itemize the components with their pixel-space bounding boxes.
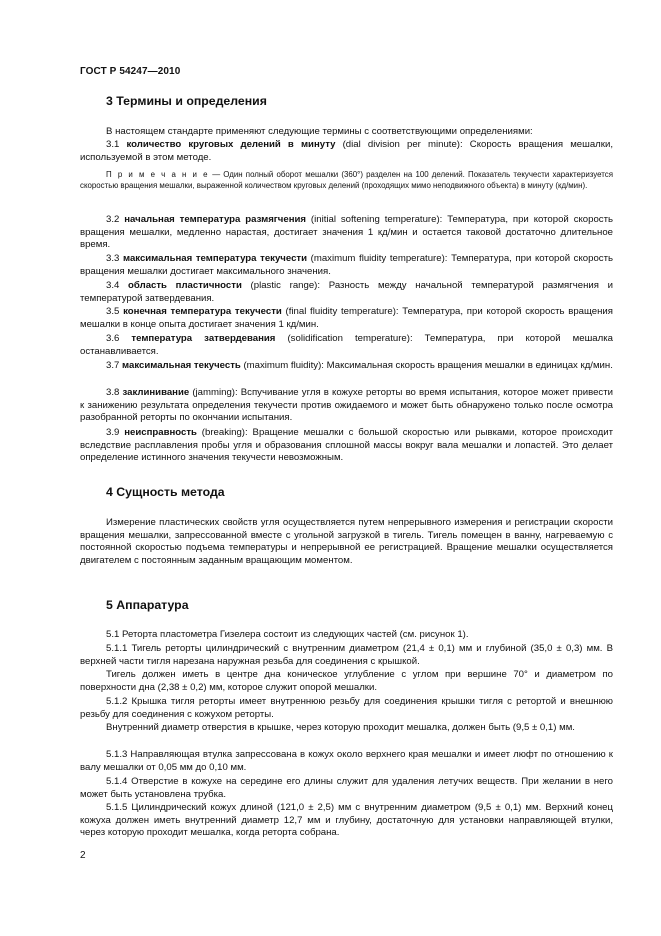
term-number: 3.6 (106, 333, 132, 344)
term-number: 3.5 (106, 306, 124, 317)
paragraph: 5.1.4 Отверстие в кожухе на середине его длины служит для удаления летучих веществ. При желании в него может быть установлена трубка. (80, 776, 613, 800)
term-name: неисправность (124, 427, 197, 438)
term-definition: (final fluidity temperature): Температура, при которой скорость вращения мешалки в конце опыта достигает значения 1 кд/мин. (80, 306, 613, 330)
term-3-8 (80, 387, 613, 425)
paragraph: 5.1.1 Тигель реторты цилиндрический с внутренним диаметром (21,4 ± 0,1) мм и глубиной (35,0 ± 0,3) мм. В верхней части тигля нарезана наружная резьба для соединения с крышкой. (80, 643, 613, 667)
term-name: начальная температура размягчения (124, 214, 306, 225)
term-3-4 (80, 280, 613, 305)
term-name: область пластичности (128, 280, 242, 291)
term-definition: (maximum fluidity temperature): Температура, при которой скорость вращения мешалки достигает максимального значения. (80, 253, 613, 277)
term-3-6 (80, 333, 613, 358)
term-number: 3.7 (106, 360, 123, 371)
term-name: температура затвердевания (131, 333, 276, 344)
section-3-title: 3 Термины и определения (106, 94, 267, 108)
term-definition: (jamming): Вспучивание угля в кожухе реторты во время испытания, которое может привести к занижению результата определения текучести против ожидаемого и может быть обнаружено только после осмотра разобранной реторты по окончании испытания. (80, 387, 613, 424)
section-4-title: 4 Сущность метода (106, 485, 225, 499)
term-definition: (maximum fluidity): Максимальная скорость вращения мешалки в единицах кд/мин. (240, 360, 613, 371)
paragraph: Внутренний диаметр отверстия в крышке, через которую проходит мешалка, должен быть (9,5 ± 0,1) мм. (106, 722, 575, 733)
term-number: 3.1 (106, 139, 127, 150)
term-definition: (plastic range): Разность между начальной температурой размягчения и температурой затвердевания. (80, 280, 613, 304)
term-3-7 (80, 360, 613, 373)
term-number: 3.2 (106, 214, 125, 225)
term-name: максимальная температура текучести (122, 253, 308, 264)
term-name: количество круговых делений в минуту (126, 139, 336, 150)
paragraph: 5.1.5 Цилиндрический кожух длиной (121,0 ± 2,5) мм с внутренним диаметром (9,5 ± 0,1) мм. Верхний конец кожуха должен иметь внутренний диаметр 12,7 мм и глубину, достаточную для установки направляющей втулки, через которую проходит мешалка, когда реторта собрана. (80, 802, 613, 839)
term-number: 3.3 (106, 253, 123, 264)
term-definition: (breaking): Вращение мешалки с большой скоростью или рывками, которое происходит вследствие расплавления пробы угля и образования сплошной массы вокруг вала мешалки и лопастей. Это делает определение истинного значения текучести невозможным. (80, 427, 613, 464)
term-number: 3.8 (106, 387, 123, 398)
paragraph: Измерение пластических свойств угля осуществляется путем непрерывного измерения и регистрации скорости вращения мешалки, запрессованной вместе с угольной загрузкой в тигель. Тигель помещен в ванну, нагреваемую с постоянной скоростью подъема температуры и непрерывной ее регистрацией. Вращение мешалки осуществляется двигателем с постоянным заданным вращающим моментом. (80, 517, 613, 566)
paragraph: 5.1.2 Крышка тигля реторты имеет внутреннюю резьбу для соединения крышки тигля с ретортой и внешнюю резьбу для соединения с кожухом реторты. (80, 696, 613, 720)
term-definition: (solidification temperature): Температура, при которой мешалка останавливается. (80, 333, 613, 357)
page-number: 2 (80, 850, 86, 861)
term-name: максимальная текучесть (122, 360, 241, 371)
term-3-2 (80, 214, 613, 252)
term-3-5 (80, 306, 613, 331)
document-code: ГОСТ Р 54247—2010 (80, 66, 181, 77)
paragraph: В настоящем стандарте применяют следующие термины с соответствующими определениями: (106, 126, 533, 137)
term-name: заклинивание (122, 387, 190, 398)
note-text: — Один полный оборот мешалки (360°) разделен на 100 делений. Показатель текучести характеризуется скоростью вращения мешалки, выраженной количеством круговых делений (проходящих мимо неподвижного объекта) в минуту (кд/мин). (80, 170, 613, 191)
term-number: 3.4 (106, 280, 129, 291)
note-label: П р и м е ч а н и е (106, 170, 210, 179)
paragraph: 5.1 Реторта пластометра Гизелера состоит из следующих частей (см. рисунок 1). (106, 629, 469, 640)
note (80, 169, 613, 191)
term-3-1 (80, 139, 613, 164)
section-5-title: 5 Аппаратура (106, 598, 189, 612)
term-name: конечная температура текучести (123, 306, 282, 317)
term-3-9 (80, 427, 613, 465)
term-3-3 (80, 253, 613, 278)
paragraph: Тигель должен иметь в центре дна коническое углубление с углом при вершине 70° и диаметром по поверхности дна (2,38 ± 0,2) мм, которое служит опорой мешалки. (80, 669, 613, 693)
term-number: 3.9 (106, 427, 125, 438)
term-definition: (dial division per minute): Скорость вращения мешалки, используемой в этом методе. (80, 139, 613, 163)
term-definition: (initial softening temperature): Температура, при которой скорость вращения мешалки, медленно нарастая, достигает значения 1 кд/мин и остается таковой достаточно длительное время. (80, 214, 613, 251)
paragraph: 5.1.3 Направляющая втулка запрессована в кожух около верхнего края мешалки и имеет люфт по отношению к валу мешалки от 0,05 мм до 0,10 мм. (80, 749, 613, 773)
